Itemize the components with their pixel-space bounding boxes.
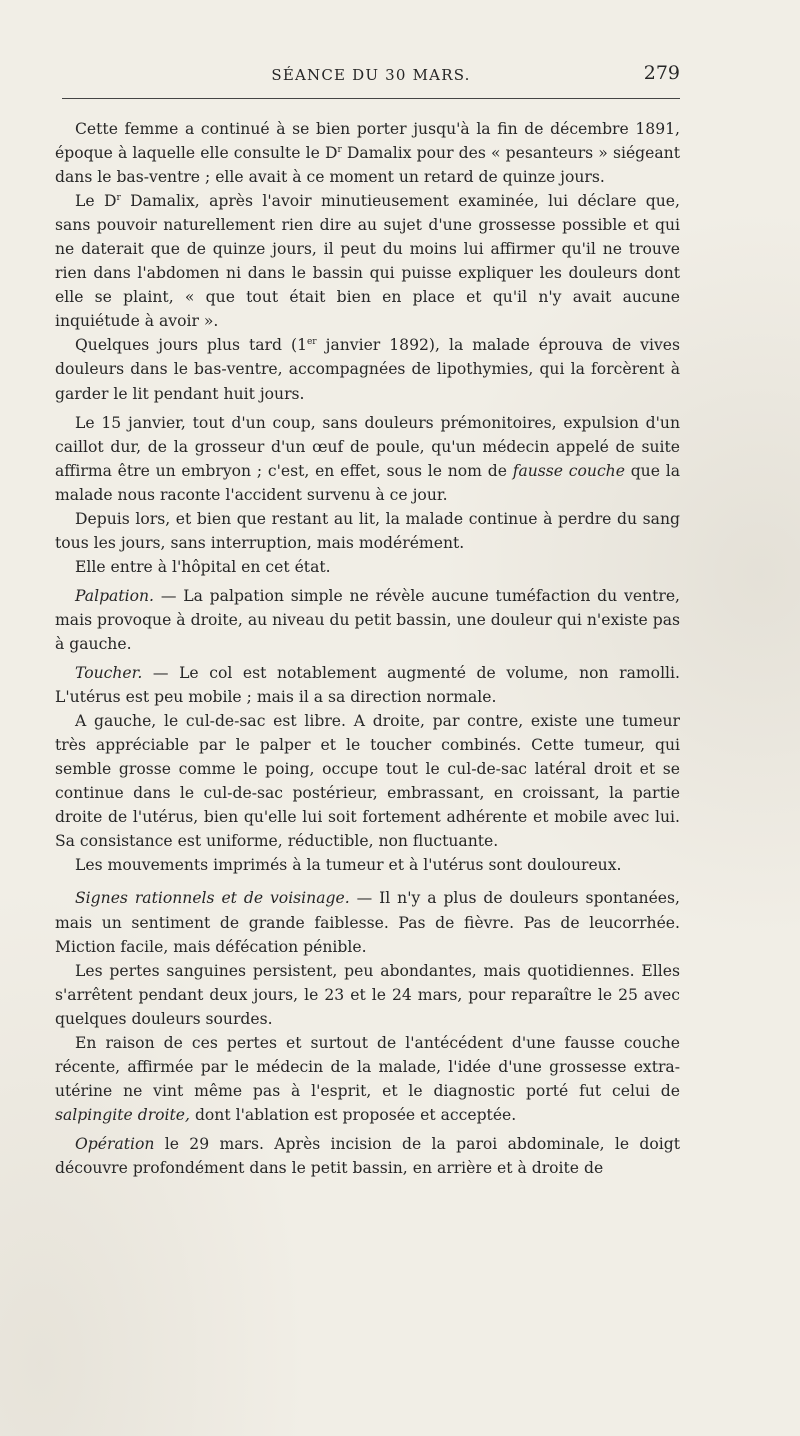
paragraph: Quelques jours plus tard (1er janvier 1892), la malade éprouva de vives douleurs dans le bas-ventre, accompagnées de lipothymies, qui la forcèrent à garder le lit pendant huit jours. <box>55 336 680 403</box>
paragraph: Cette femme a continué à se bien porter jusqu'à la fin de décembre 1891, époque à laquelle elle consulte le $D^r$ Damalix pour des « pesanteurs » siégeant dans le bas-ventre ; elle avait à ce moment un retard de quinze jours. <box>55 120 680 187</box>
paragraph: Signes rationnels et de voisinage. — Il n'y a plus de douleurs spontanées, mais un sentiment de grande faiblesse. Pas de fièvre. Pas de leucorrhée. Miction facile, mais défécation pénible. <box>55 889 680 956</box>
header-rule <box>62 98 680 99</box>
paragraph: Depuis lors, et bien que restant au lit, la malade continue à perdre du sang tous les jours, sans interruption, mais modérément. <box>55 509 680 552</box>
section-lead: Toucher. <box>75 664 143 683</box>
section-lead: Opération <box>75 1134 155 1153</box>
body-text <box>55 117 680 1180</box>
page-number: 279 <box>643 62 680 84</box>
section-lead: Palpation. <box>75 586 154 605</box>
paragraph: A gauche, le cul-de-sac est libre. A droite, par contre, existe une tumeur très appréciable par le palper et le toucher combinés. Cette tumeur, qui semble grosse comme le poing, occupe tout le cul-de-sac latéral droit et se continue dans le cul-de-sac postérieur, embrassant, en croissant, la partie droite de l'utérus, bien qu'elle lui soit fortement adhérente et mobile avec lui. Sa consistance est uniforme, réductible, non fluctuante. <box>55 712 680 851</box>
paragraph: Les pertes sanguines persistent, peu abondantes, mais quotidiennes. Elles s'arrêtent pendant deux jours, le 23 et le 24 mars, pour reparaître le 25 avec quelques douleurs sourdes. <box>55 961 680 1028</box>
section-lead: Signes rationnels et de voisinage. <box>75 889 350 908</box>
paragraph: Opération le 29 mars. Après incision de la paroi abdominale, le doigt découvre profondément dans le petit bassin, en arrière et à droite de <box>55 1134 680 1177</box>
running-head <box>62 62 680 92</box>
paragraph: Le 15 janvier, tout d'un coup, sans douleurs prémonitoires, expulsion d'un caillot dur, de la grosseur d'un œuf de poule, qu'un médecin appelé de suite affirma être un embryon ; c'est, en effet, sous le nom de fausse couche que la malade nous raconte l'accident survenu à ce jour. <box>55 413 680 504</box>
paragraph: Palpation. — La palpation simple ne révèle aucune tuméfaction du ventre, mais provoque à droite, au niveau du petit bassin, une douleur qui n'existe pas à gauche. <box>55 586 680 653</box>
paragraph: En raison de ces pertes et surtout de l'antécédent d'une fausse couche récente, affirmée par le médecin de la malade, l'idée d'une grossesse extra-utérine ne vint même pas à l'esprit, et le diagnostic porté fut celui de salpingite droite, dont l'ablation est proposée et acceptée. <box>55 1033 680 1124</box>
running-title: SÉANCE DU 30 MARS. <box>271 66 471 84</box>
paragraph: Les mouvements imprimés à la tumeur et à l'utérus sont douloureux. <box>75 856 622 875</box>
paragraph: Toucher. — Le col est notablement augmenté de volume, non ramolli. L'utérus est peu mobile ; mais il a sa direction normale. <box>55 664 680 707</box>
paragraph: Elle entre à l'hôpital en cet état. <box>75 557 331 576</box>
paragraph: Le $D^r$ Damalix, après l'avoir minutieusement examinée, lui déclare que, sans pouvoir naturellement rien dire au sujet d'une grossesse possible et qui ne daterait que de quinze jours, il peut du moins lui affirmer qu'il ne trouve rien dans l'abdomen ni dans le bassin qui puisse expliquer les douleurs dont elle se plaint, « que tout était bien en place et qu'il n'y avait aucune inquiétude à avoir ». <box>55 192 680 331</box>
